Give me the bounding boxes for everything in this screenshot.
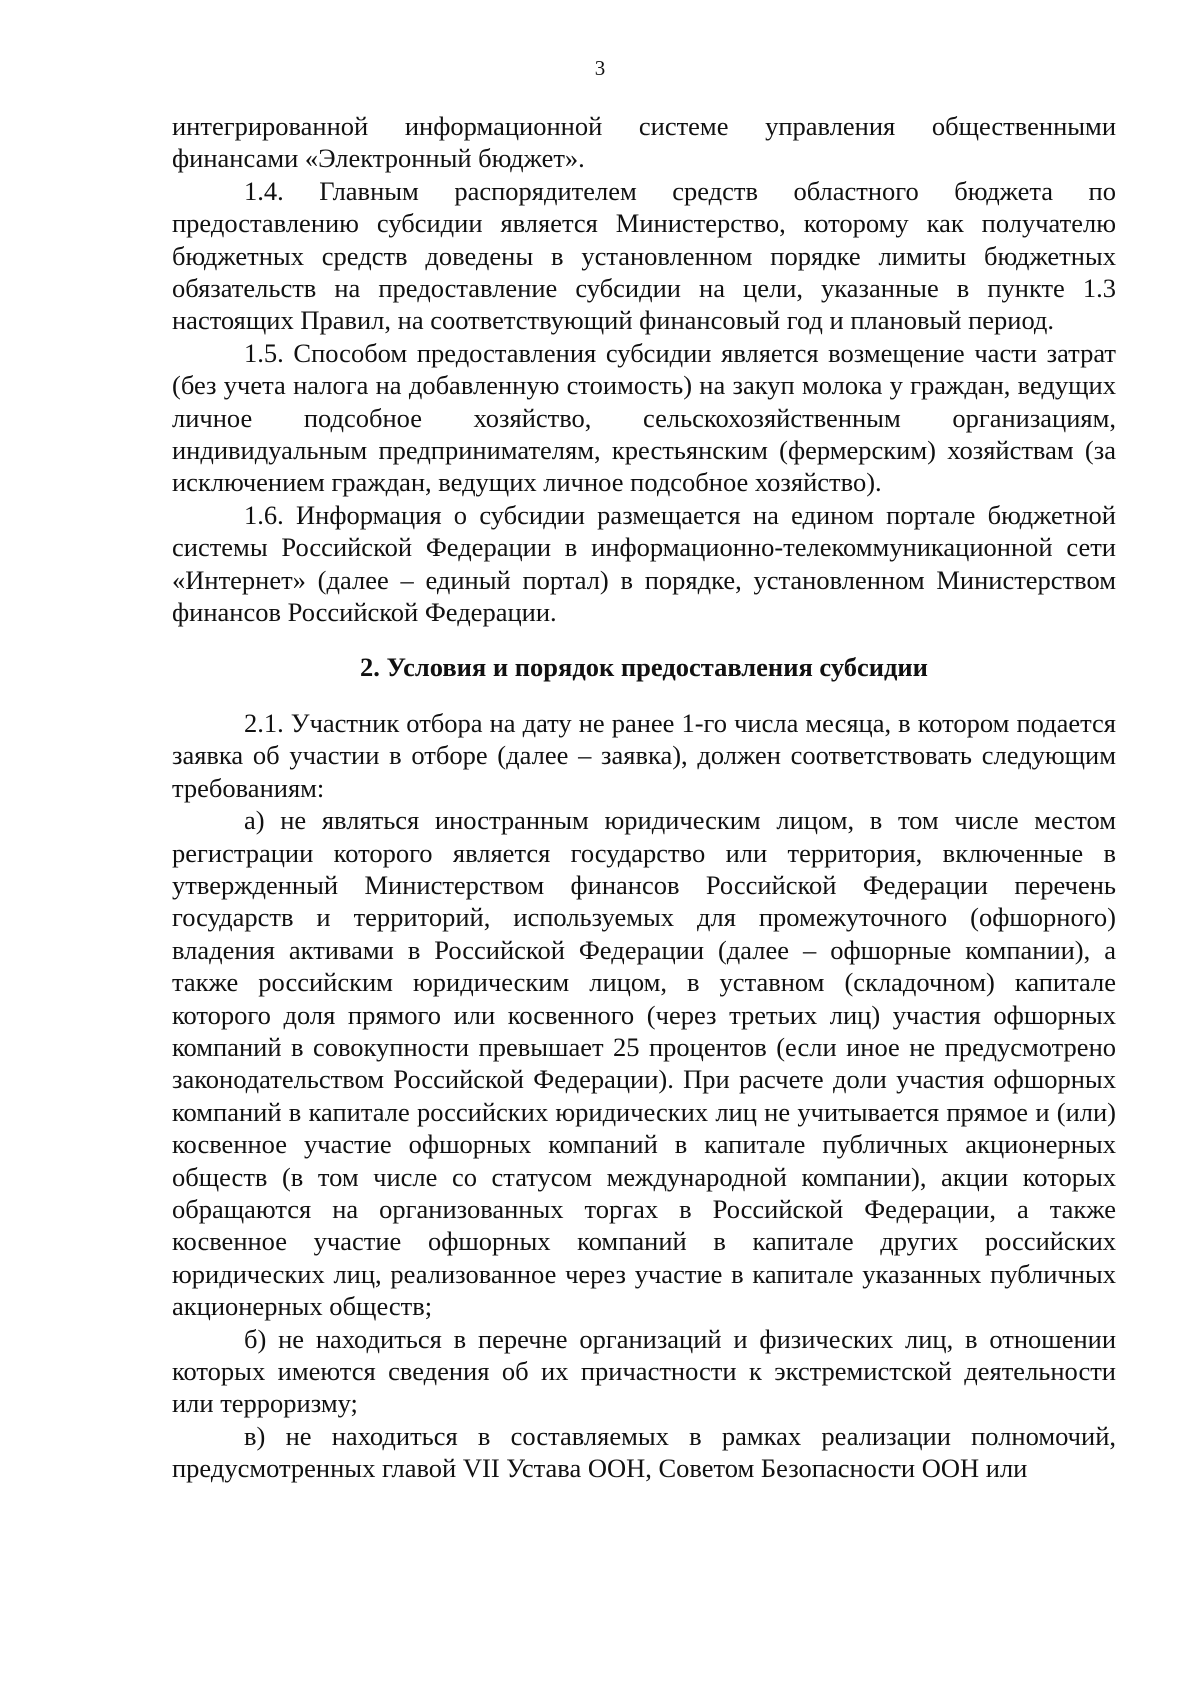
document-body xyxy=(172,110,1116,1485)
paragraph-1-6: 1.6. Информация о субсидии размещается на едином портале бюджетной системы Российской Федерации в информационно-телекоммуникационной сети «Интернет» (далее – единый портал) в порядке, установленном Министерством финансов Российской Федерации. xyxy=(172,499,1116,628)
paragraph-1-5: 1.5. Способом предоставления субсидии является возмещение части затрат (без учета налога на добавленную стоимость) на закуп молока у граждан, ведущих личное подсобное хозяйство, сельскохозяйственным организациям, индивидуальным предпринимателям, крестьянским (фермерским) хозяйствам (за исключением граждан, ведущих личное подсобное хозяйство). xyxy=(172,337,1116,498)
page-number: 3 xyxy=(594,56,606,80)
paragraph-1-4: 1.4. Главным распорядителем средств областного бюджета по предоставлению субсидии является Министерство, которому как получателю бюджетных средств доведены в установленном порядке лимиты бюджетных обязательств на предоставление субсидии на цели, указанные в пункте 1.3 настоящих Правил, на соответствующий финансовый год и плановый период. xyxy=(172,175,1116,336)
paragraph-2-1-v: в) не находиться в составляемых в рамках реализации полномочий, предусмотренных главой VII Устава ООН, Советом Безопасности ООН или xyxy=(172,1420,1116,1484)
paragraph-continuation: интегрированной информационной системе управления общественными финансами «Электронный бюджет». xyxy=(172,111,1116,174)
paragraph-2-1: 2.1. Участник отбора на дату не ранее 1-го числа месяца, в котором подается заявка об участии в отборе (далее – заявка), должен соответствовать следующим требованиям: xyxy=(172,707,1116,803)
paragraph-2-1-a: а) не являться иностранным юридическим лицом, в том числе местом регистрации которого является государство или территория, включенные в утвержденный Министерством финансов Российской Федерации перечень государств и территорий, используемых для промежуточного (офшорного) владения активами в Российской Федерации (далее – офшорные компании), а также российским юридическим лицом, в уставном (складочном) капитале которого доля прямого или косвенного (через третьих лиц) участия офшорных компаний в совокупности превышает 25 процентов (если иное не предусмотрено законодательством Российской Федерации). При расчете доли участия офшорных компаний в капитале российских юридических лиц не учитывается прямое и (или) косвенное участие офшорных компаний в капитале публичных акционерных обществ (в том числе со статусом международной компании), акции которых обращаются на организованных торгах в Российской Федерации, а также косвенное участие офшорных компаний в капитале других российских юридических лиц, реализованное через участие в капитале указанных публичных акционерных обществ; xyxy=(172,805,1116,1322)
section-heading: 2. Условия и порядок предоставления субсидии xyxy=(360,651,928,682)
paragraph-2-1-b: б) не находиться в перечне организаций и физических лиц, в отношении которых имеются сведения об их причастности к экстремистской деятельности или терроризму; xyxy=(172,1323,1116,1419)
